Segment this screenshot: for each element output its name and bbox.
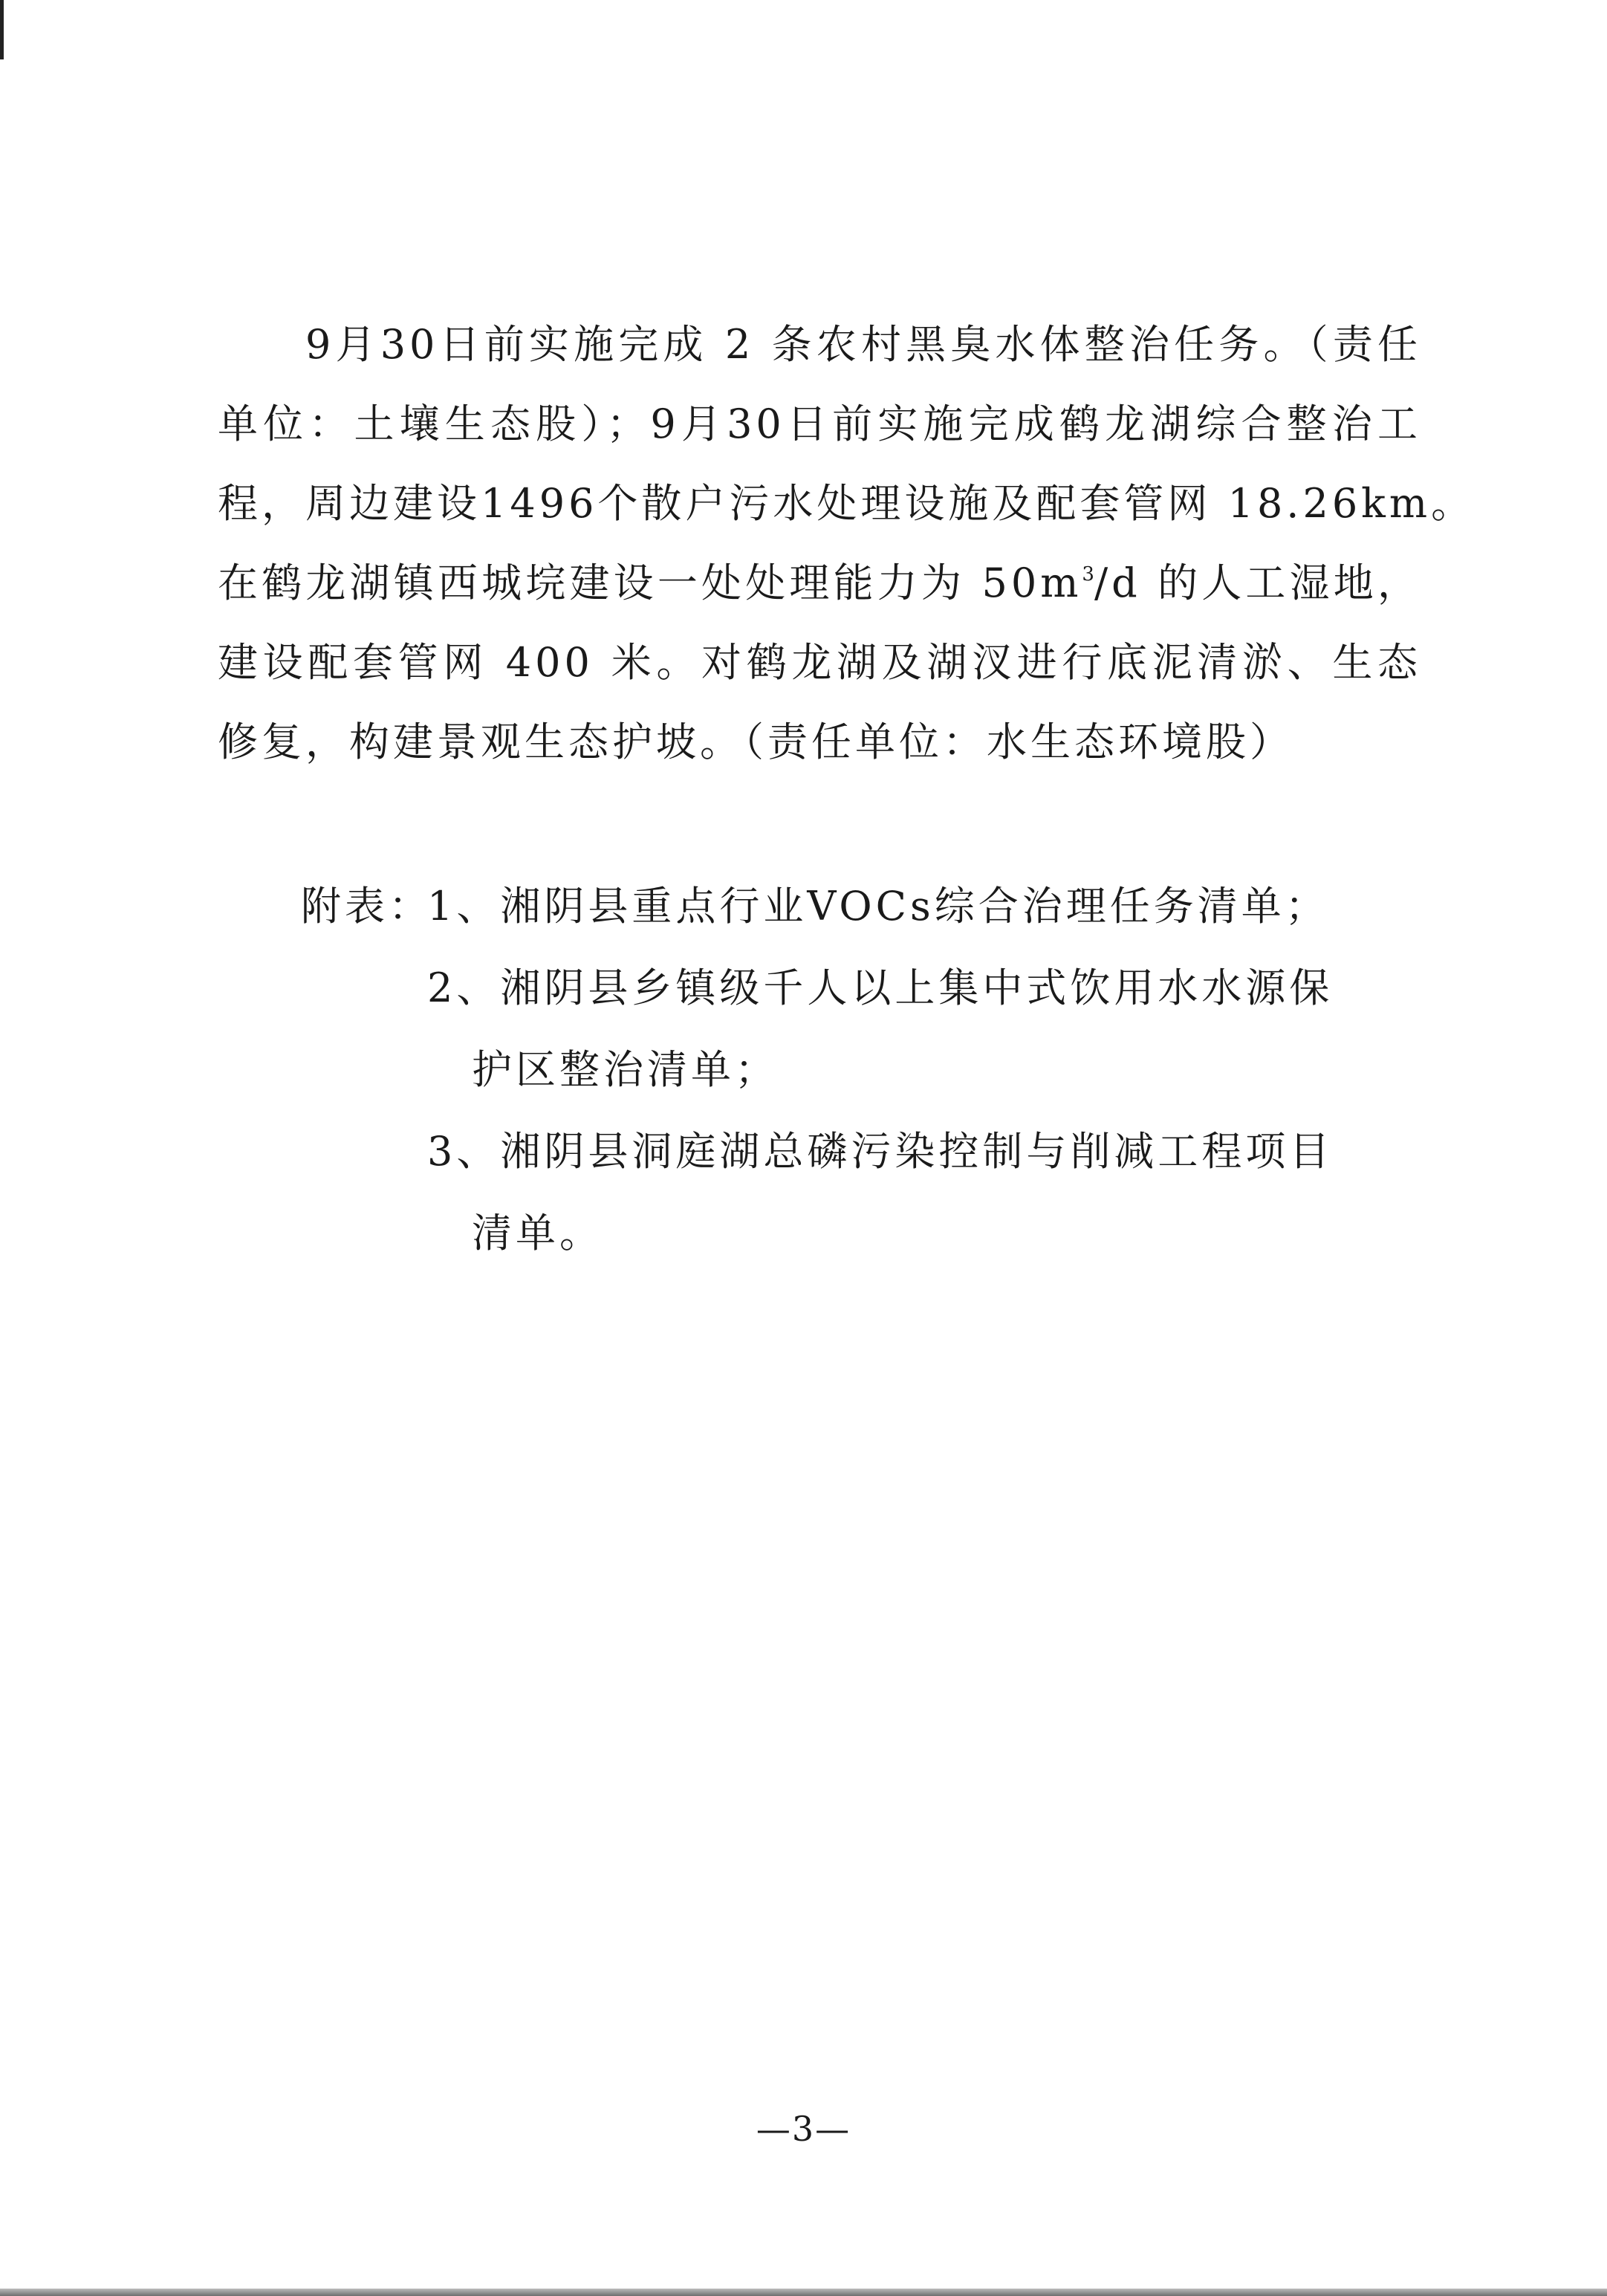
paragraph-line-4-tail: /d 的人工湿地，	[1094, 560, 1421, 606]
paragraph-line-4	[218, 543, 1421, 623]
paragraph-line-4-text: 在鹤龙湖镇西城垸建设一处处理能力为 50m	[218, 560, 1082, 606]
attachment-row-2-cont	[301, 1029, 1415, 1111]
attachment-row-3	[301, 1111, 1415, 1193]
paragraph-line-1: 9月30日前实施完成 2 条农村黑臭水体整治任务。（责任	[305, 321, 1421, 368]
attachment-list	[301, 866, 1415, 1274]
scan-edge-left	[0, 0, 4, 59]
attachment-item-2: 2、湘阴县乡镇级千人以上集中式饮用水水源保	[427, 964, 1334, 1011]
attachment-item-1: 1、湘阴县重点行业VOCs综合治理任务清单；	[427, 883, 1329, 930]
attachment-item-3-continuation: 清单。	[472, 1210, 603, 1256]
page-number: —3—	[756, 2109, 851, 2149]
attachment-row-3-cont	[301, 1193, 1415, 1274]
scan-edge-bottom	[0, 2289, 1607, 2296]
superscript-cube: 3	[1082, 563, 1094, 586]
attachment-row-2	[301, 947, 1415, 1029]
attachment-item-3: 3、湘阴县洞庭湖总磷污染控制与削减工程项目	[427, 1128, 1334, 1175]
attachment-label: 附表：	[301, 883, 432, 930]
attachment-item-2-continuation: 护区整治清单；	[472, 1046, 779, 1093]
paragraph-line-5: 建设配套管网 400 米。对鹤龙湖及湖汊进行底泥清淤、生态	[218, 639, 1421, 686]
body-paragraph	[218, 305, 1475, 782]
paragraph-line-6: 修复，构建景观生态护坡。（责任单位：水生态环境股）	[218, 719, 1293, 765]
attachment-row-1	[301, 866, 1415, 947]
paragraph-line-3: 程，周边建设1496个散户污水处理设施及配套管网 18.26km。	[218, 480, 1475, 527]
paragraph-line-2: 单位：土壤生态股）；9月30日前实施完成鹤龙湖综合整治工	[218, 400, 1421, 447]
